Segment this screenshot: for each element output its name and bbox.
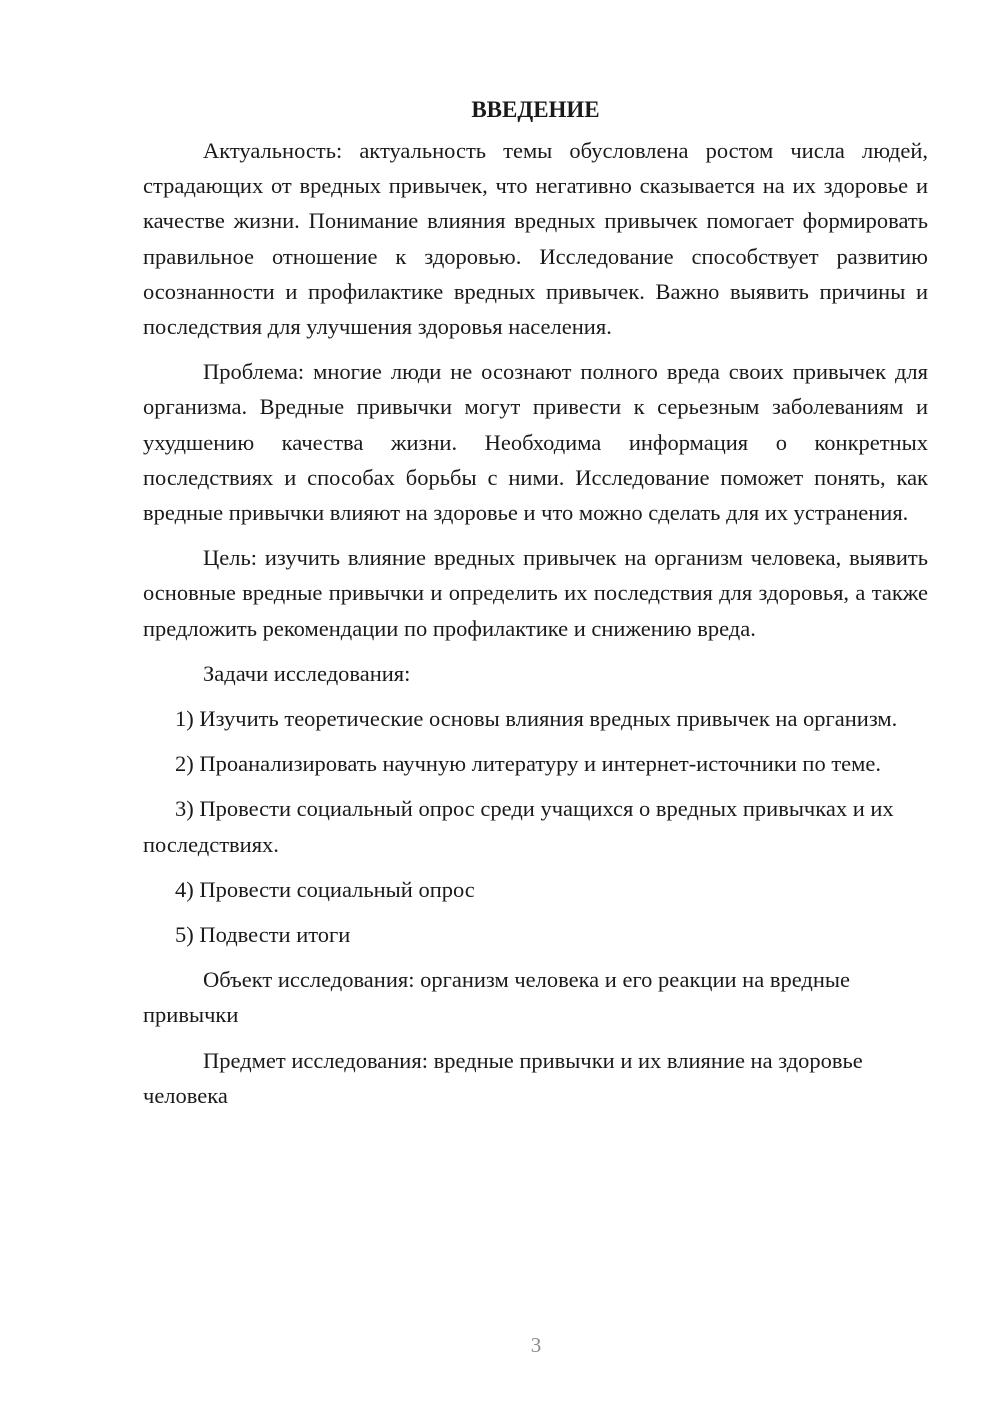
task-item: 2) Проанализировать научную литературу и интернет-источники по теме.: [175, 751, 881, 777]
tasks-title: Задачи исследования:: [203, 660, 411, 686]
task-item: 4) Провести социальный опрос: [175, 876, 475, 902]
task-item: 1) Изучить теоретические основы влияния вредных привычек на организм.: [175, 706, 898, 732]
subject-paragraph: Предмет исследования: вредные привычки и их влияние на здоровье человека: [143, 1047, 863, 1108]
page-number: 3: [530, 1333, 542, 1357]
page-title: ВВЕДЕНИЕ: [471, 97, 600, 122]
relevance-paragraph: Актуальность: актуальность темы обусловлена ростом числа людей, страдающих от вредных привычек, что негативно сказывается на их здоровье и качестве жизни. Понимание влияния вредных привычек помогает формировать правильное отношение к здоровью. Исследование способствует развитию осознанности и профилактике вредных привычек. Важно выявить причины и последствия для улучшения здоровья населения.: [143, 138, 928, 340]
problem-paragraph: Проблема: многие люди не осознают полного вреда своих привычек для организма. Вредные привычки могут привести к серьезным заболеваниям и ухудшению качества жизни. Необходима информация о конкретных последствиях и способах борьбы с ними. Исследование поможет понять, как вредные привычки влияют на здоровье и что можно сделать для их устранения.: [143, 359, 928, 526]
task-item: 5) Подвести итоги: [175, 922, 351, 948]
goal-paragraph: Цель: изучить влияние вредных привычек на организм человека, выявить основные вредные привычки и определить их последствия для здоровья, а также предложить рекомендации по профилактике и снижению вреда.: [143, 545, 928, 641]
document-page: [143, 92, 928, 1123]
task-item: 3) Провести социальный опрос среди учащихся о вредных привычках и их последствиях.: [143, 796, 894, 857]
object-paragraph: Объект исследования: организм человека и его реакции на вредные привычки: [143, 967, 850, 1028]
